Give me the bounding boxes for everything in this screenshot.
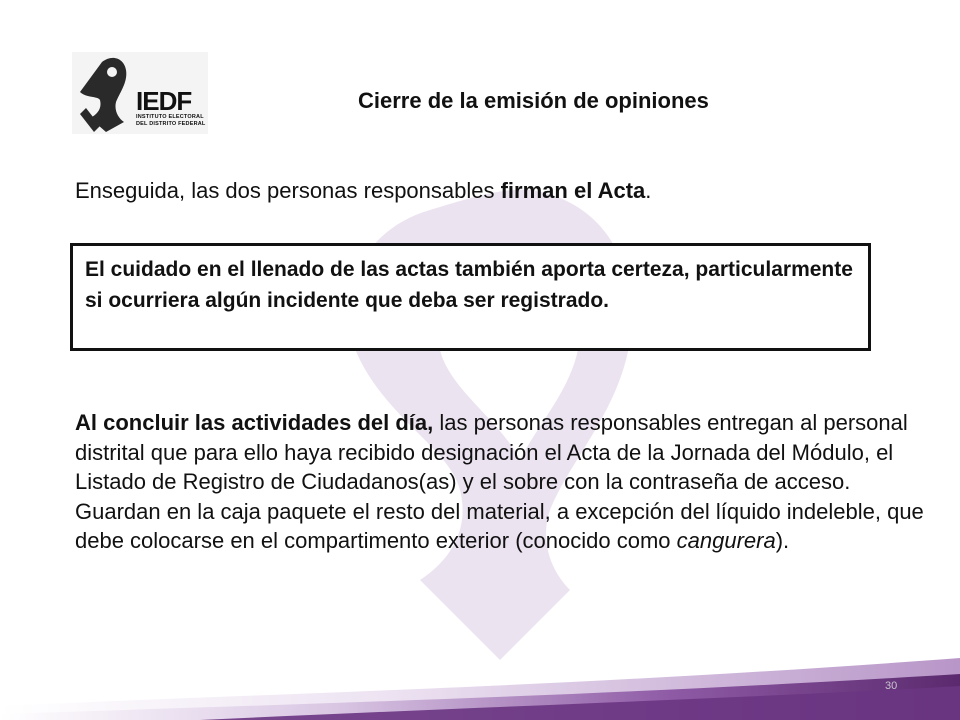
footer-swoosh bbox=[0, 640, 960, 720]
logo-subtitle-line1: INSTITUTO ELECTORAL bbox=[136, 114, 204, 120]
intro-period: . bbox=[645, 178, 652, 203]
callout-text: El cuidado en el llenado de las actas también aporta certeza, particularmente si ocurriera algún incidente que deba ser registrado. bbox=[85, 258, 853, 312]
paragraph-italic-term: cangurera bbox=[676, 528, 776, 553]
paragraph-tail: ). bbox=[775, 528, 790, 553]
paragraph-text: las personas responsables entregan al personal distrital que para ello haya recibido designación el Acta de la Jornada del Módulo, el Listado de Registro de Ciudadanos(as) y el sobre con la contraseña de acceso. Guardan en la caja paquete el resto del material, a excepción del líquido indeleble, que debe colocarse en el compartimento exterior (conocido como bbox=[75, 410, 924, 553]
logo-subtitle-line2: DEL DISTRITO FEDERAL bbox=[136, 121, 206, 127]
logo-wordmark bbox=[136, 88, 206, 128]
page-number: 30 bbox=[885, 680, 898, 692]
intro-sentence bbox=[75, 178, 651, 204]
callout-box bbox=[70, 243, 871, 351]
slide-title: Cierre de la emisión de opiniones bbox=[358, 88, 709, 113]
intro-emphasis: firman el Acta bbox=[500, 178, 646, 203]
paragraph-lead: Al concluir las actividades del día, bbox=[75, 410, 434, 435]
closing-paragraph bbox=[75, 408, 935, 556]
logo-acronym: IEDF bbox=[136, 86, 192, 116]
intro-text: Enseguida, las dos personas responsables bbox=[75, 178, 501, 203]
